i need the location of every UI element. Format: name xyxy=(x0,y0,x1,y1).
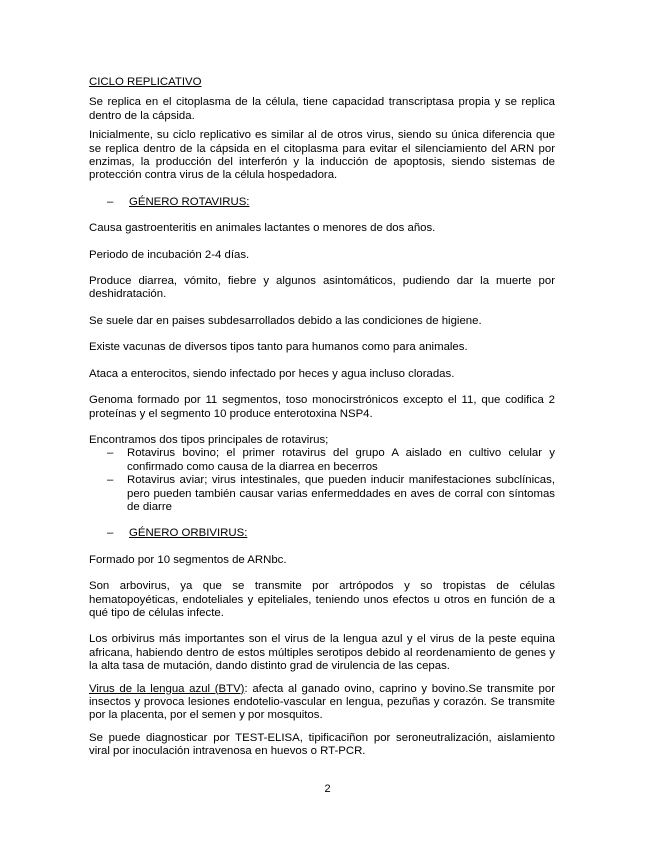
rotavirus-paragraph-2: Periodo de incubación 2-4 días. xyxy=(89,248,250,261)
rotavirus-paragraph-4: Se suele dar en paises subdesarrollados debido a las condiciones de higiene. xyxy=(89,314,482,327)
list-item xyxy=(107,447,555,474)
list-item xyxy=(107,474,555,514)
rotavirus-paragraph-3: Produce diarrea, vómito, fiebre y algunos asintomáticos, pudiendo dar la muerte por deshidratación. xyxy=(89,275,555,301)
dash-bullet: – xyxy=(107,474,114,487)
rotavirus-paragraph-6: Ataca a enterocitos, siendo infectado por heces y agua incluso cloradas. xyxy=(89,367,455,380)
rotavirus-heading-text: GÉNERO ROTAVIRUS: xyxy=(129,195,250,208)
dash-bullet: – xyxy=(107,527,114,540)
intro-paragraph-1: Se replica en el citoplasma de la célula, tiene capacidad transcriptasa propia y se replica dentro de la cápsida. xyxy=(89,96,555,122)
orbivirus-paragraph-1: Formado por 10 segmentos de ARNbc. xyxy=(89,553,287,566)
orbivirus-heading-text: GÉNERO ORBIVIRUS: xyxy=(129,527,248,540)
btv-label: Virus de la lengua azul (BTV) xyxy=(89,682,245,695)
list-item-text: Rotavirus aviar; virus intestinales, que pueden inducir manifestaciones subclínicas, pero pueden también causar varias enfermeddades en aves de corral con síntomas de diarre xyxy=(127,474,555,513)
btv-text: : afecta al ganado ovino, caprino y bovino.Se transmite por insectos y provoca lesiones endotelio-vascular en lengua, pezuñas y corazón. Se transmite por la placenta, por el semen y por mosquitos. xyxy=(89,682,556,722)
page-number: 2 xyxy=(324,783,331,795)
rotavirus-types-intro: Encontramos dos tipos principales de rotavirus; xyxy=(89,433,329,446)
intro-paragraph-2: Inicialmente, su ciclo replicativo es similar al de otros virus, siendo su única diferencia que se replica dentro de la cápsida en el citoplasma para evitar el silenciamiento del ARN por enzimas, la producción del interferón y la inducción de apoptosis, siendo sistemas de protección contra virus de la célula hospedadora. xyxy=(89,129,555,182)
section-title: CICLO REPLICATIVO xyxy=(89,76,202,88)
diagnosis-paragraph: Se puede diagnosticar por TEST-ELISA, tipificaciñon por seroneutralización, aislamiento viral por inoculación intravenosa en huevos o RT-PCR. xyxy=(89,731,555,758)
list-item-text: Rotavirus bovino; el primer rotavirus del grupo A aislado en cultivo celular y confirmado como causa de la diarrea en becerros xyxy=(127,447,555,473)
orbivirus-paragraph-2: Son arbovirus, ya que se transmite por artrópodos y so tropistas de células hematopoyéticas, endoteliales y epiteliales, teniendo unos efectos u otros en función de a qué tipo de células infecte. xyxy=(89,580,555,619)
rotavirus-paragraph-7: Genoma formado por 11 segmentos, toso monocirstrónicos excepto el 11, que codifica 2 proteínas y el segmento 10 produce enterotoxina NSP4. xyxy=(89,394,555,420)
document-page xyxy=(89,76,555,759)
orbivirus-heading xyxy=(107,527,555,540)
rotavirus-paragraph-5: Existe vacunas de diversos tipos tanto para humanos como para animales. xyxy=(89,341,468,354)
btv-paragraph xyxy=(89,683,555,723)
rotavirus-heading xyxy=(107,196,555,209)
rotavirus-paragraph-1: Causa gastroenteritis en animales lactantes o menores de dos años. xyxy=(89,222,436,235)
orbivirus-paragraph-3: Los orbivirus más importantes son el virus de la lengua azul y el virus de la peste equina africana, habiendo dentro de estos múltiples serotipos debido al reordenamiento de genes y la alta tasa de mutación, dando distinto grad de virulencia de las cepas. xyxy=(89,633,555,673)
rotavirus-types-list xyxy=(89,447,555,514)
dash-bullet: – xyxy=(107,195,114,208)
dash-bullet: – xyxy=(107,447,114,460)
